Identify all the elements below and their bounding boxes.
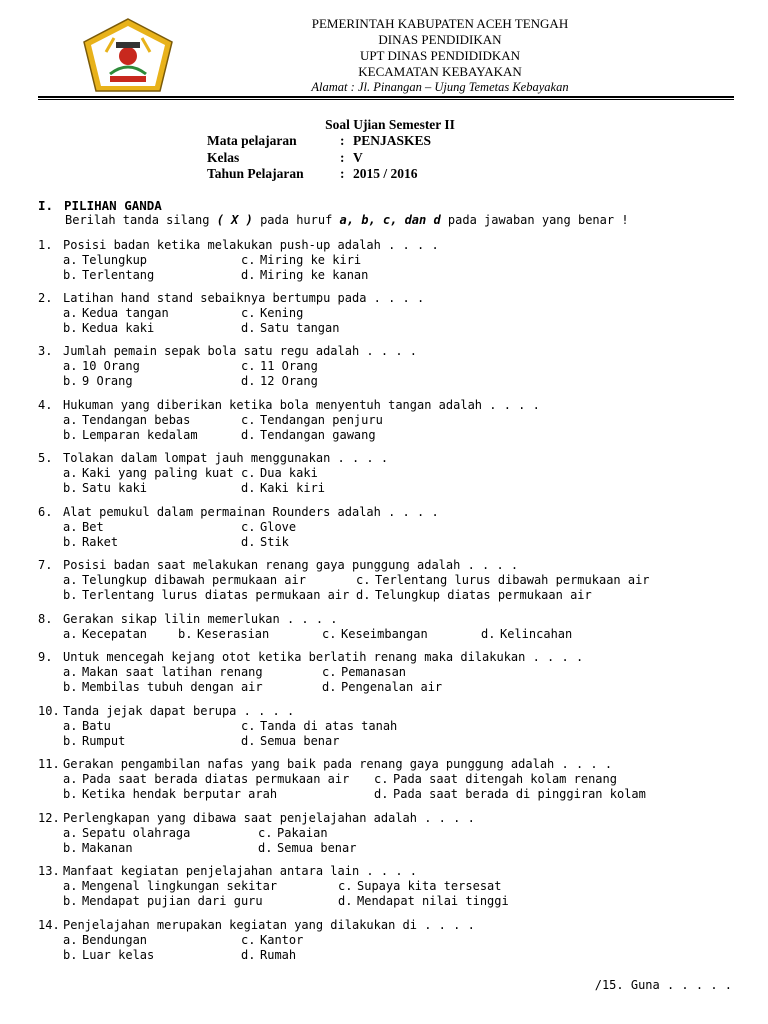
question-item: [0, 811, 768, 855]
option-letter: a.: [63, 879, 78, 893]
instruction-text: Berilah tanda silang: [65, 213, 217, 227]
option-text: Batu: [82, 719, 111, 733]
option-a[interactable]: [63, 413, 190, 427]
option-text: Tendangan gawang: [260, 428, 376, 442]
option-c[interactable]: [241, 466, 318, 480]
question-text: Manfaat kegiatan penjelajahan antara lain . . . .: [63, 864, 418, 878]
option-text: 11 Orang: [260, 359, 318, 373]
option-letter: c.: [374, 772, 389, 786]
info-value: V: [353, 150, 363, 165]
option-letter: c.: [322, 627, 337, 641]
question-item: [0, 344, 768, 388]
option-text: 9 Orang: [82, 374, 133, 388]
option-c[interactable]: [241, 719, 397, 733]
option-letter: b.: [63, 374, 78, 388]
option-a[interactable]: [63, 573, 306, 587]
question-number: 7.: [38, 558, 53, 572]
option-letter: b.: [63, 894, 78, 908]
option-letter: d.: [241, 268, 256, 282]
question-text: Gerakan sikap lilin memerlukan . . . .: [63, 612, 338, 626]
option-letter: d.: [322, 680, 337, 694]
option-letter: d.: [241, 734, 256, 748]
option-letter: b.: [63, 321, 78, 335]
option-letter: c.: [356, 573, 371, 587]
option-text: Stik: [260, 535, 289, 549]
option-letter: c.: [241, 520, 256, 534]
option-letter: c.: [241, 413, 256, 427]
question-number: 12.: [38, 811, 60, 825]
option-d[interactable]: [322, 680, 442, 694]
option-a[interactable]: [63, 719, 111, 733]
question-text: Posisi badan saat melakukan renang gaya punggung adalah . . . .: [63, 558, 519, 572]
question-item: [0, 398, 768, 442]
option-a[interactable]: [63, 253, 147, 267]
option-text: Bendungan: [82, 933, 148, 947]
option-c[interactable]: [356, 573, 650, 587]
option-text: Dua kaki: [260, 466, 318, 480]
option-b[interactable]: [63, 428, 198, 442]
option-text: Sepatu olahraga: [82, 826, 191, 840]
option-text: Pengenalan air: [341, 680, 443, 694]
option-b[interactable]: [178, 627, 269, 641]
question-number: 4.: [38, 398, 53, 412]
question-number: 8.: [38, 612, 53, 626]
option-a[interactable]: [63, 933, 147, 947]
header-rule-thin: [38, 99, 734, 100]
option-text: Miring ke kiri: [260, 253, 362, 267]
option-a[interactable]: [63, 772, 349, 786]
option-text: Semua benar: [260, 734, 340, 748]
option-text: Bet: [82, 520, 104, 534]
option-b[interactable]: [63, 321, 154, 335]
option-c[interactable]: [241, 253, 361, 267]
info-value: PENJASKES: [353, 133, 432, 148]
header-rule-thick: [38, 96, 734, 98]
option-a[interactable]: [63, 665, 263, 679]
option-letter: b.: [63, 787, 78, 801]
option-letter: d.: [356, 588, 371, 602]
instruction-text: pada jawaban yang benar !: [440, 213, 629, 227]
option-text: Raket: [82, 535, 119, 549]
option-c[interactable]: [241, 359, 318, 373]
question-text: Tanda jejak dapat berupa . . . .: [63, 704, 295, 718]
info-colon: :: [340, 150, 345, 165]
info-colon: :: [340, 166, 345, 181]
question-item: [0, 704, 768, 748]
option-text: Pemanasan: [341, 665, 407, 679]
option-text: Pakaian: [277, 826, 328, 840]
option-text: Luar kelas: [82, 948, 155, 962]
letterhead-line-3: UPT DINAS PENDIDIDKAN: [359, 48, 521, 63]
option-text: Glove: [260, 520, 297, 534]
option-text: Makan saat latihan renang: [82, 665, 263, 679]
option-text: Kantor: [260, 933, 304, 947]
option-d[interactable]: [338, 894, 509, 908]
exam-title: Soal Ujian Semester II: [325, 117, 455, 132]
option-letter: b.: [63, 481, 78, 495]
option-text: Pada saat berada di pinggiran kolam: [393, 787, 646, 801]
option-letter: d.: [241, 321, 256, 335]
question-item: [0, 864, 768, 908]
option-text: Kelincahan: [500, 627, 573, 641]
option-text: Lemparan kedalam: [82, 428, 198, 442]
question-item: [0, 238, 768, 282]
option-letter: d.: [481, 627, 496, 641]
question-text: Posisi badan ketika melakukan push-up adalah . . . .: [63, 238, 439, 252]
option-letter: c.: [241, 933, 256, 947]
option-b[interactable]: [63, 894, 263, 908]
instruction-mark: ( X ): [216, 213, 253, 227]
option-a[interactable]: [63, 306, 169, 320]
question-number: 14.: [38, 918, 60, 932]
question-text: Hukuman yang diberikan ketika bola menyentuh tangan adalah . . . .: [63, 398, 540, 412]
option-c[interactable]: [322, 665, 406, 679]
question-text: Alat pemukul dalam permainan Rounders adalah . . . .: [63, 505, 439, 519]
option-text: Kedua tangan: [82, 306, 169, 320]
option-letter: b.: [63, 948, 78, 962]
question-item: [0, 505, 768, 549]
question-item: [0, 757, 768, 801]
option-text: 10 Orang: [82, 359, 140, 373]
question-item: [0, 558, 768, 602]
info-label: Tahun Pelajaran: [207, 166, 304, 181]
option-text: Kaki kiri: [260, 481, 326, 495]
option-a[interactable]: [63, 627, 147, 641]
option-text: Miring ke kanan: [260, 268, 369, 282]
option-letter: a.: [63, 253, 78, 267]
option-letter: c.: [241, 359, 256, 373]
option-text: Keseimbangan: [341, 627, 428, 641]
question-text: Tolakan dalam lompat jauh menggunakan . . . .: [63, 451, 389, 465]
option-letter: d.: [338, 894, 353, 908]
option-letter: a.: [63, 520, 78, 534]
option-text: Satu kaki: [82, 481, 148, 495]
option-text: Kecepatan: [82, 627, 148, 641]
option-text: Telungkup diatas permukaan air: [375, 588, 592, 602]
option-letter: b.: [63, 841, 78, 855]
option-text: Pada saat ditengah kolam renang: [393, 772, 617, 786]
question-text: Gerakan pengambilan nafas yang baik pada renang gaya punggung adalah . . . .: [63, 757, 613, 771]
question-item: [0, 451, 768, 495]
option-text: Keserasian: [197, 627, 270, 641]
option-letter: c.: [241, 719, 256, 733]
option-letter: b.: [63, 268, 78, 282]
option-d[interactable]: [241, 374, 318, 388]
option-letter: a.: [63, 306, 78, 320]
option-text: Rumput: [82, 734, 126, 748]
question-number: 11.: [38, 757, 60, 771]
option-d[interactable]: [241, 481, 325, 495]
letterhead-line-1: PEMERINTAH KABUPATEN ACEH TENGAH: [311, 16, 569, 31]
instruction-letters: a, b, c, dan d: [339, 213, 441, 227]
option-text: Pada saat berada diatas permukaan air: [82, 772, 350, 786]
option-text: Kedua kaki: [82, 321, 155, 335]
question-number: 2.: [38, 291, 53, 305]
option-letter: d.: [241, 948, 256, 962]
option-b[interactable]: [63, 734, 125, 748]
option-c[interactable]: [241, 306, 303, 320]
option-a[interactable]: [63, 359, 140, 373]
section-title: PILIHAN GANDA: [64, 198, 162, 213]
option-c[interactable]: [241, 413, 383, 427]
option-letter: d.: [241, 428, 256, 442]
option-c[interactable]: [241, 933, 303, 947]
option-text: Terlentang lurus diatas permukaan air: [82, 588, 350, 602]
regency-logo: [80, 16, 176, 94]
option-text: Membilas tubuh dengan air: [82, 680, 263, 694]
option-c[interactable]: [258, 826, 328, 840]
question-number: 5.: [38, 451, 53, 465]
question-number: 10.: [38, 704, 60, 718]
question-text: Penjelajahan merupakan kegiatan yang dilakukan di . . . .: [63, 918, 475, 932]
option-c[interactable]: [374, 772, 617, 786]
option-letter: c.: [338, 879, 353, 893]
option-letter: a.: [63, 719, 78, 733]
option-letter: a.: [63, 359, 78, 373]
option-b[interactable]: [63, 841, 133, 855]
option-text: Kening: [260, 306, 304, 320]
question-text: Jumlah pemain sepak bola satu regu adalah . . . .: [63, 344, 418, 358]
option-letter: b.: [63, 428, 78, 442]
option-d[interactable]: [241, 428, 376, 442]
option-b[interactable]: [63, 588, 349, 602]
option-text: Satu tangan: [260, 321, 340, 335]
question-item: [0, 918, 768, 962]
option-letter: c.: [322, 665, 337, 679]
option-a[interactable]: [63, 520, 104, 534]
question-number: 13.: [38, 864, 60, 878]
option-letter: a.: [63, 466, 78, 480]
option-text: Terlentang: [82, 268, 155, 282]
option-letter: b.: [63, 680, 78, 694]
option-text: Makanan: [82, 841, 133, 855]
question-text: Perlengkapan yang dibawa saat penjelajahan adalah . . . .: [63, 811, 475, 825]
option-letter: b.: [63, 588, 78, 602]
option-b[interactable]: [63, 481, 147, 495]
section-instruction: [65, 213, 629, 227]
info-label: Mata pelajaran: [207, 133, 297, 148]
option-text: Terlentang lurus dibawah permukaan air: [375, 573, 650, 587]
option-letter: a.: [63, 826, 78, 840]
option-text: Tanda di atas tanah: [260, 719, 398, 733]
option-text: 12 Orang: [260, 374, 318, 388]
option-letter: c.: [241, 253, 256, 267]
option-letter: d.: [241, 481, 256, 495]
option-d[interactable]: [356, 588, 592, 602]
option-text: Telungkup: [82, 253, 148, 267]
question-text: Latihan hand stand sebaiknya bertumpu pada . . . .: [63, 291, 425, 305]
option-letter: c.: [241, 466, 256, 480]
question-number: 1.: [38, 238, 53, 252]
question-item: [0, 291, 768, 335]
option-letter: a.: [63, 933, 78, 947]
option-a[interactable]: [63, 466, 234, 480]
option-b[interactable]: [63, 374, 133, 388]
option-letter: b.: [178, 627, 193, 641]
option-d[interactable]: [241, 535, 289, 549]
option-letter: a.: [63, 772, 78, 786]
option-d[interactable]: [241, 948, 296, 962]
question-number: 9.: [38, 650, 53, 664]
option-text: Mendapat nilai tinggi: [357, 894, 509, 908]
letterhead-address: Alamat : Jl. Pinangan – Ujung Temetas Kebayakan: [311, 80, 569, 94]
option-c[interactable]: [338, 879, 502, 893]
info-colon: :: [340, 133, 345, 148]
option-d[interactable]: [374, 787, 646, 801]
option-c[interactable]: [322, 627, 428, 641]
option-letter: a.: [63, 627, 78, 641]
option-text: Semua benar: [277, 841, 357, 855]
option-letter: d.: [241, 535, 256, 549]
option-a[interactable]: [63, 879, 277, 893]
option-letter: d.: [374, 787, 389, 801]
option-d[interactable]: [481, 627, 572, 641]
option-b[interactable]: [63, 948, 154, 962]
instruction-text: pada huruf: [252, 213, 340, 227]
option-d[interactable]: [258, 841, 356, 855]
option-letter: a.: [63, 665, 78, 679]
question-text: Untuk mencegah kejang otot ketika berlatih renang maka dilakukan . . . .: [63, 650, 584, 664]
question-item: [0, 650, 768, 694]
info-value: 2015 / 2016: [353, 166, 418, 181]
option-b[interactable]: [63, 268, 154, 282]
option-text: Tendangan bebas: [82, 413, 191, 427]
option-text: Supaya kita tersesat: [357, 879, 502, 893]
next-page-marker: /15. Guna . . . . .: [594, 978, 732, 992]
question-number: 6.: [38, 505, 53, 519]
option-c[interactable]: [241, 520, 296, 534]
option-letter: c.: [258, 826, 273, 840]
letterhead-line-4: KECAMATAN KEBAYAKAN: [358, 64, 522, 79]
option-b[interactable]: [63, 680, 263, 694]
option-letter: a.: [63, 413, 78, 427]
option-letter: b.: [63, 535, 78, 549]
option-letter: d.: [258, 841, 273, 855]
option-letter: d.: [241, 374, 256, 388]
option-b[interactable]: [63, 787, 277, 801]
section-number: I.: [38, 198, 54, 213]
option-a[interactable]: [63, 826, 190, 840]
option-letter: b.: [63, 734, 78, 748]
option-d[interactable]: [241, 321, 339, 335]
letterhead-line-2: DINAS PENDIDIKAN: [378, 32, 502, 47]
option-letter: a.: [63, 573, 78, 587]
option-text: Telungkup dibawah permukaan air: [82, 573, 306, 587]
option-text: Tendangan penjuru: [260, 413, 383, 427]
option-text: Kaki yang paling kuat: [82, 466, 234, 480]
question-number: 3.: [38, 344, 53, 358]
option-text: Mendapat pujian dari guru: [82, 894, 263, 908]
info-label: Kelas: [207, 150, 240, 165]
option-b[interactable]: [63, 535, 118, 549]
option-text: Mengenal lingkungan sekitar: [82, 879, 278, 893]
option-text: Ketika hendak berputar arah: [82, 787, 278, 801]
option-d[interactable]: [241, 734, 339, 748]
option-d[interactable]: [241, 268, 368, 282]
option-text: Rumah: [260, 948, 297, 962]
option-letter: c.: [241, 306, 256, 320]
